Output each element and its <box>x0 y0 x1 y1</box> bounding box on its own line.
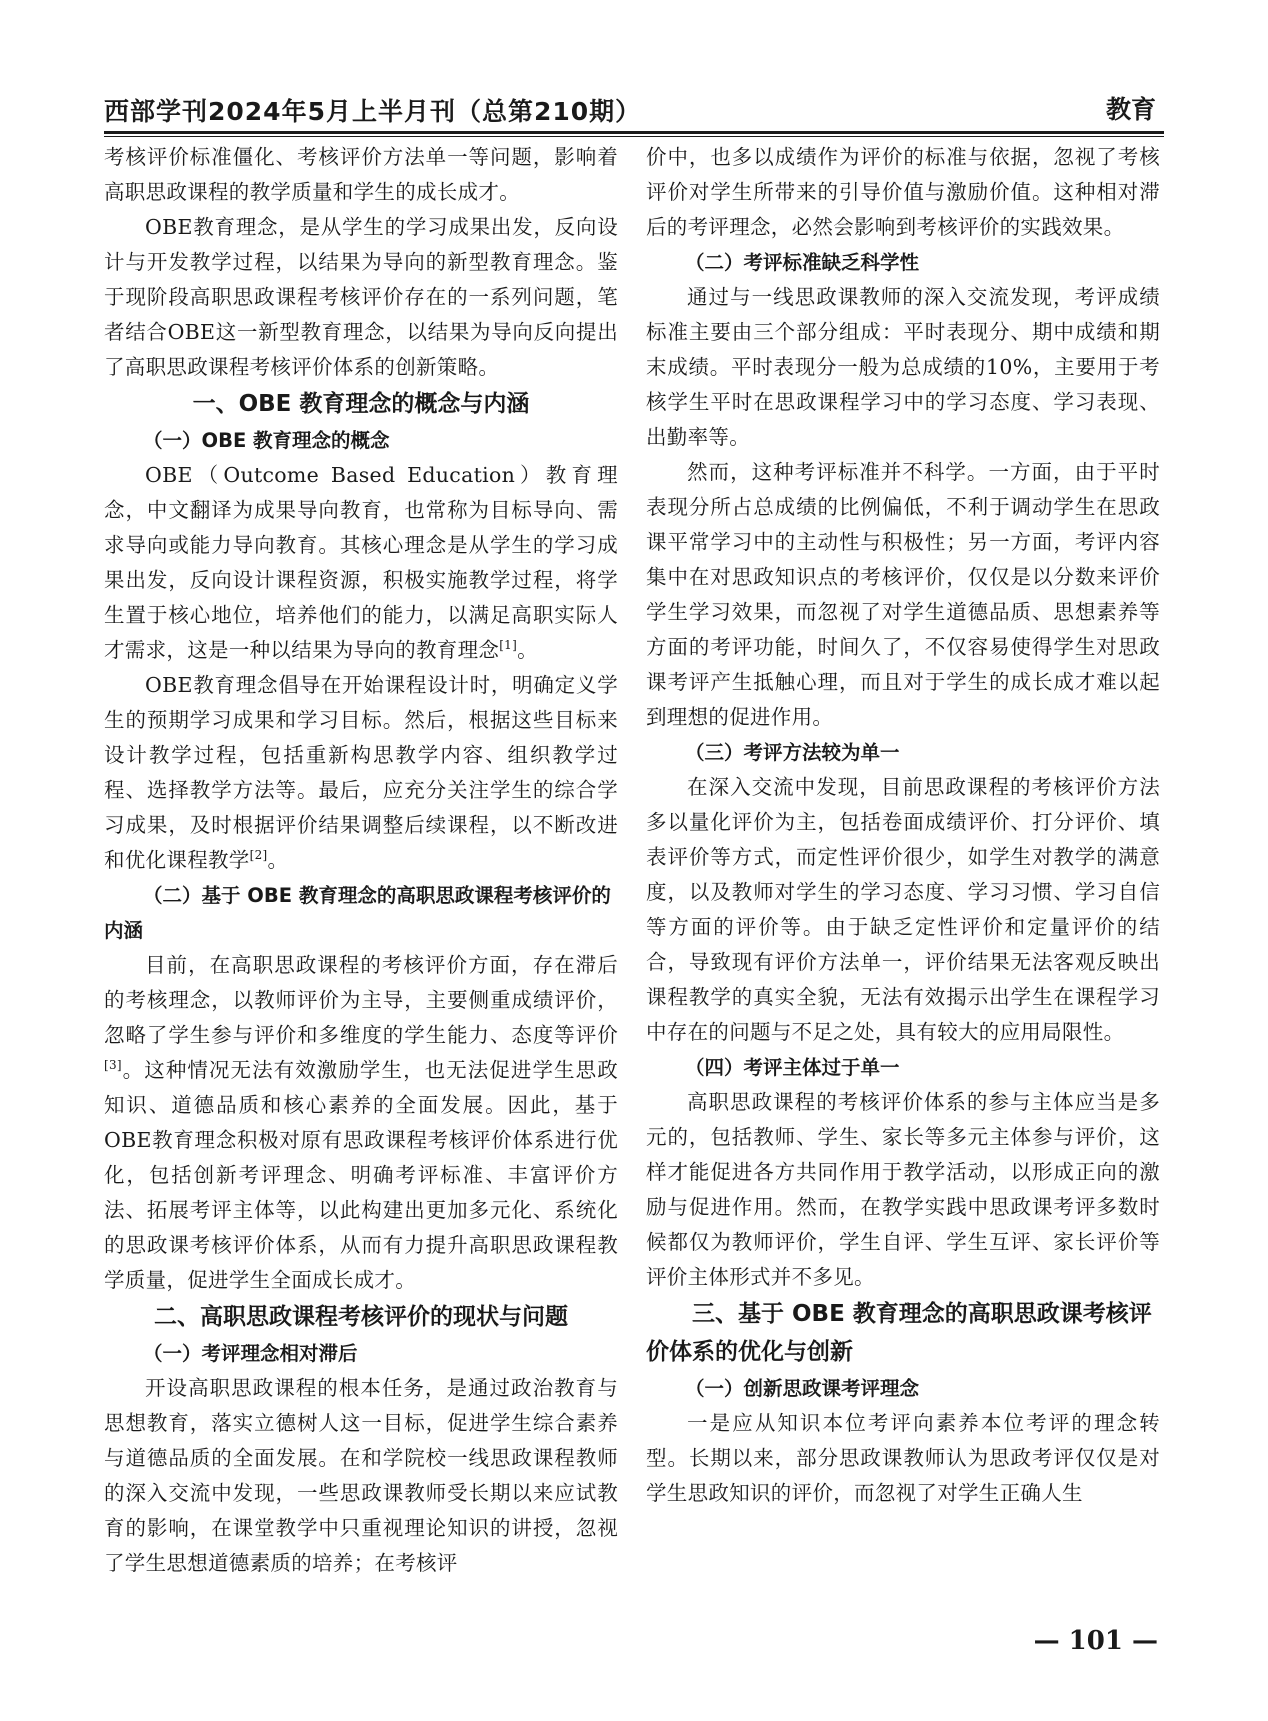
section-tag: 教育 <box>1105 95 1156 124</box>
paragraph-text: 。 <box>267 848 289 872</box>
left-column <box>104 140 618 1581</box>
paragraph <box>104 458 618 668</box>
header-rule-thick <box>104 131 1164 134</box>
paragraph <box>104 668 618 878</box>
paragraph: 然而，这种考评标准并不科学。一方面，由于平时表现分所占总成绩的比例偏低，不利于调动学生在思政课平常学习中的主动性与积极性；另一方面，考评内容集中在对思政知识点的考核评价，仅仅是以分数来评价学生学习效果，而忽视了对学生道德品质、思想素养等方面的考评功能，时间久了，不仅容易使得学生对思政课考评产生抵触心理，而且对于学生的成长成才难以起到理想的促进作用。 <box>646 460 1160 729</box>
subsection-heading: （一）考评理念相对滞后 <box>143 1342 358 1365</box>
paragraph: 一是应从知识本位考评向素养本位考评的理念转型。长期以来，部分思政课教师认为思政考评仅仅是对学生思政知识的评价，而忽视了对学生正确人生 <box>646 1411 1160 1505</box>
section-heading: 二、高职思政课程考核评价的现状与问题 <box>154 1304 568 1330</box>
header-rule-thin <box>104 136 1164 137</box>
right-column <box>646 140 1160 1511</box>
citation: [2] <box>249 848 268 862</box>
page-number: — 101 — <box>1033 1626 1158 1656</box>
subsection-heading: （四）考评主体过于单一 <box>685 1056 900 1079</box>
paragraph: 在深入交流中发现，目前思政课程的考核评价方法多以量化评价为主，包括卷面成绩评价、打分评价、填表评价等方式，而定性评价很少，如学生对教学的满意度，以及教师对学生的学习态度、学习习惯、学习自信等方面的评价等。由于缺乏定性评价和定量评价的结合，导致现有评价方法单一，评价结果无法客观反映出课程教学的真实全貌，无法有效揭示出学生在课程学习中存在的问题与不足之处，具有较大的应用局限性。 <box>646 775 1160 1044</box>
subsection-heading: （二）考评标准缺乏科学性 <box>685 251 920 274</box>
paragraph: OBE教育理念，是从学生的学习成果出发，反向设计与开发教学过程，以结果为导向的新型教育理念。鉴于现阶段高职思政课程考核评价存在的一系列问题，笔者结合OBE这一新型教育理念，以结果为导向反向提出了高职思政课程考核评价体系的创新策略。 <box>104 215 618 379</box>
paragraph-text: 。 <box>517 638 538 662</box>
citation: [3] <box>104 1058 122 1072</box>
paragraph <box>104 948 618 1298</box>
subsection-heading: （一）OBE 教育理念的概念 <box>143 429 390 452</box>
paragraph-text: OBE（Outcome Based Education）教育理念，中文翻译为成果导向教育，也常称为目标导向、需求导向或能力导向教育。其核心理念是从学生的学习成果出发，反向设计课程资源，积极实施教学过程，将学生置于核心地位，培养他们的能力，以满足高职实际人才需求，这是一种以结果为导向的教育理念 <box>104 463 618 662</box>
paragraph: 高职思政课程的考核评价体系的参与主体应当是多元的，包括教师、学生、家长等多元主体参与评价，这样才能促进各方共同作用于教学活动，以形成正向的激励与促进作用。然而，在教学实践中思政课考评多数时候都仅为教师评价，学生自评、学生互评、家长评价等评价主体形式并不多见。 <box>646 1090 1160 1289</box>
running-header <box>104 88 1164 128</box>
subsection-heading: （一）创新思政课考评理念 <box>685 1377 920 1400</box>
paragraph: 通过与一线思政课教师的深入交流发现，考评成绩标准主要由三个部分组成：平时表现分、期中成绩和期末成绩。平时表现分一般为总成绩的10%，主要用于考核学生平时在思政课程学习中的学习态度、学习表现、出勤率等。 <box>646 285 1160 449</box>
section-heading: 一、OBE 教育理念的概念与内涵 <box>192 391 530 417</box>
paragraph: 考核评价标准僵化、考核评价方法单一等问题，影响着高职思政课程的教学质量和学生的成长成才。 <box>104 145 618 204</box>
journal-title: 西部学刊2024年5月上半月刊（总第210期） <box>104 97 642 126</box>
paragraph-text: 。这种情况无法有效激励学生，也无法促进学生思政知识、道德品质和核心素养的全面发展。因此，基于OBE教育理念积极对原有思政课程考核评价体系进行优化，包括创新考评理念、明确考评标准、丰富评价方法、拓展考评主体等，以此构建出更加多元化、系统化的思政课考核评价体系，从而有力提升高职思政课程教学质量，促进学生全面成长成才。 <box>104 1058 618 1292</box>
subsection-heading: （二）基于 OBE 教育理念的高职思政课程考核评价的内涵 <box>104 884 611 942</box>
paragraph: 开设高职思政课程的根本任务，是通过政治教育与思想教育，落实立德树人这一目标，促进学生综合素养与道德品质的全面发展。在和学院校一线思政课程教师的深入交流中发现，一些思政课教师受长期以来应试教育的影响，在课堂教学中只重视理论知识的讲授，忽视了学生思想道德素质的培养；在考核评 <box>104 1376 618 1575</box>
paragraph: 价中，也多以成绩作为评价的标准与依据，忽视了考核评价对学生所带来的引导价值与激励价值。这种相对滞后的考评理念，必然会影响到考核评价的实践效果。 <box>646 145 1160 239</box>
citation: [1] <box>499 638 518 652</box>
subsection-heading: （三）考评方法较为单一 <box>685 741 900 764</box>
paragraph-text: OBE教育理念倡导在开始课程设计时，明确定义学生的预期学习成果和学习目标。然后，根据这些目标来设计教学过程，包括重新构思教学内容、组织教学过程、选择教学方法等。最后，应充分关注学生的综合学习成果，及时根据评价结果调整后续课程，以不断改进和优化课程教学 <box>104 673 618 872</box>
section-heading: 三、基于 OBE 教育理念的高职思政课考核评价体系的优化与创新 <box>646 1301 1152 1365</box>
paragraph-text: 目前，在高职思政课程的考核评价方面，存在滞后的考核理念，以教师评价为主导，主要侧重成绩评价，忽略了学生参与评价和多维度的学生能力、态度等评价 <box>104 953 618 1047</box>
